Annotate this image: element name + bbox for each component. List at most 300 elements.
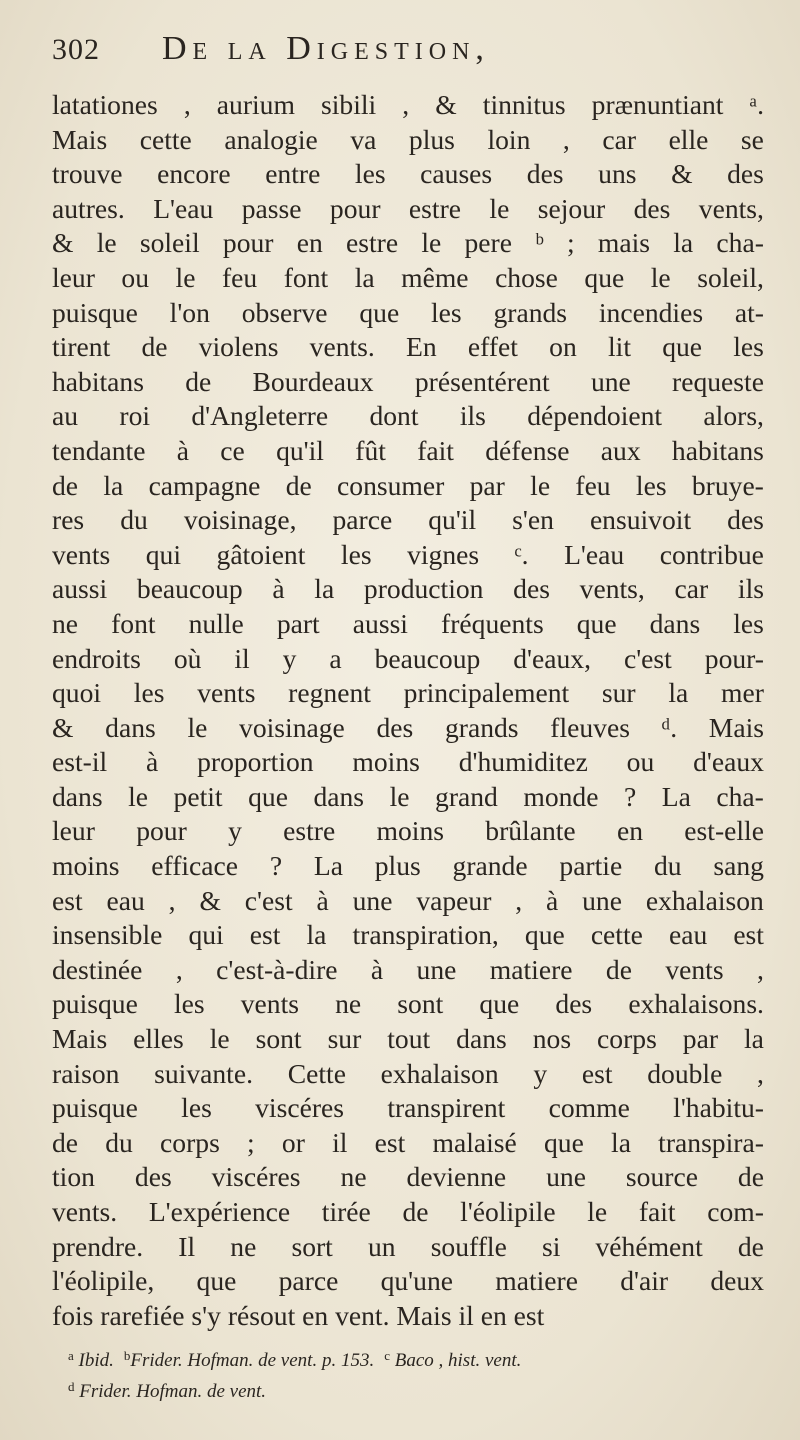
- text-line: [52, 192, 764, 227]
- word: ensuivoit: [589, 504, 692, 536]
- word: uns: [598, 158, 637, 190]
- word: d'Angleterre: [191, 400, 329, 432]
- word: ?: [623, 780, 637, 812]
- text-line: [52, 1264, 764, 1299]
- text-line: [52, 745, 764, 780]
- word: causes: [420, 158, 493, 190]
- text-line: [52, 711, 764, 746]
- word: le: [187, 711, 208, 743]
- text-line: [52, 849, 764, 884]
- word: sur: [601, 677, 636, 709]
- word: de: [52, 469, 79, 501]
- word: gâtoient: [216, 538, 306, 570]
- word: véhément: [595, 1230, 703, 1262]
- word: dont: [369, 400, 419, 432]
- word: les: [340, 538, 372, 570]
- word: sang: [713, 850, 764, 882]
- word: pour: [329, 192, 381, 224]
- word: cette: [139, 123, 192, 155]
- running-title: De la Digestion,: [162, 30, 490, 67]
- word: qu'une: [380, 1265, 453, 1297]
- word: fait: [638, 1196, 676, 1227]
- word: Mais: [52, 123, 108, 155]
- word: matiere: [495, 1265, 578, 1297]
- word: aux: [600, 434, 641, 466]
- word: les: [354, 158, 386, 190]
- text-line: [52, 814, 764, 849]
- word: comme: [548, 1092, 630, 1124]
- word: monde: [523, 780, 599, 812]
- word: La: [661, 780, 691, 812]
- word: soleil,: [697, 261, 764, 293]
- text-line: [52, 1022, 764, 1057]
- word: que: [584, 261, 625, 293]
- word: à: [176, 434, 189, 466]
- word: la: [611, 1126, 631, 1158]
- word: du: [654, 850, 682, 882]
- word: la: [744, 1023, 764, 1055]
- word: il: [332, 1126, 348, 1158]
- text-line: [52, 1057, 764, 1092]
- word: raison: [52, 1057, 120, 1089]
- word: de: [52, 1126, 79, 1158]
- word: ne: [335, 988, 362, 1020]
- word: fait: [417, 434, 454, 466]
- word: tirent: [52, 331, 111, 363]
- word: si: [541, 1230, 561, 1262]
- word: de: [737, 1161, 764, 1193]
- word: la: [354, 261, 375, 293]
- word: insensible: [52, 919, 163, 951]
- word: une: [546, 1161, 586, 1193]
- word: malaisé: [432, 1126, 517, 1158]
- text-line: [52, 1160, 764, 1195]
- word: les: [733, 331, 764, 363]
- word: qui: [145, 538, 182, 570]
- word: que: [524, 919, 565, 951]
- word: où: [173, 642, 202, 674]
- word: &: [671, 158, 693, 190]
- word: l'on: [169, 296, 210, 328]
- word: viscéres: [255, 1092, 344, 1124]
- word: souffle: [430, 1230, 507, 1262]
- word: grand: [435, 780, 498, 812]
- word: les: [635, 469, 667, 501]
- word: ils: [459, 400, 486, 432]
- word: les: [133, 677, 165, 709]
- text-line: fois rarefiée s'y résout en vent. Mais il en est: [52, 1299, 545, 1331]
- word: la: [314, 573, 335, 605]
- word: ,: [515, 884, 523, 916]
- word: que: [576, 607, 617, 639]
- word: fût: [355, 434, 386, 466]
- word: elle: [668, 123, 709, 155]
- word: c'est-à-dire: [216, 953, 338, 985]
- word: d'eaux,: [513, 642, 592, 674]
- footnote-text: Frider. Hofman. de vent. p. 153.: [130, 1350, 375, 1372]
- word: puisque: [52, 1092, 138, 1124]
- word: incendies: [598, 296, 704, 328]
- word: viscéres: [211, 1161, 301, 1193]
- word: d'air: [620, 1265, 669, 1297]
- word: production: [363, 573, 484, 605]
- word: le: [209, 1023, 230, 1055]
- text-line: [52, 434, 764, 469]
- word: de: [185, 365, 212, 397]
- footnote-text: Frider. Hofman. de vent.: [79, 1381, 267, 1403]
- word: aussi: [352, 607, 408, 639]
- word: estre: [408, 192, 462, 224]
- word: deux: [710, 1265, 764, 1297]
- word: du: [105, 1126, 133, 1158]
- word: qu'il: [428, 504, 477, 536]
- word: res: [52, 504, 85, 536]
- word: que: [248, 780, 288, 812]
- word: leur: [52, 815, 95, 847]
- word: les: [431, 296, 462, 328]
- word: dans: [105, 711, 156, 743]
- word: Il: [178, 1230, 196, 1262]
- word: tion: [52, 1161, 95, 1193]
- word: Mais: [52, 1023, 108, 1055]
- word: leur: [52, 261, 95, 293]
- text-line: [52, 572, 764, 607]
- word: au: [52, 400, 79, 432]
- word: ?: [269, 850, 283, 882]
- word: ce: [220, 434, 245, 466]
- page-number: 302: [52, 33, 100, 66]
- body-text: [52, 88, 764, 1333]
- word: En: [406, 331, 437, 363]
- text-line: [52, 1091, 764, 1126]
- word: une: [582, 884, 622, 916]
- word: est: [249, 919, 281, 951]
- word: sejour: [537, 192, 606, 224]
- word: qui: [188, 919, 224, 951]
- word: ;: [247, 1126, 255, 1158]
- word: parce: [332, 504, 393, 536]
- word: transpirent: [387, 1092, 506, 1124]
- word: effet: [467, 331, 518, 363]
- word: des: [555, 988, 593, 1020]
- word: L'eau: [564, 538, 625, 570]
- word: qu'il: [276, 434, 324, 466]
- word: transpiration,: [352, 919, 499, 951]
- word: corps: [597, 1023, 657, 1055]
- footnote-text: Baco , hist. vent.: [394, 1350, 522, 1372]
- word: le: [650, 261, 671, 293]
- word: vents.: [52, 1196, 118, 1227]
- footnotes: [52, 1343, 764, 1405]
- word: du: [120, 504, 148, 536]
- word: y: [533, 1057, 548, 1089]
- word: vents.: [309, 331, 375, 363]
- word: estre: [283, 815, 336, 847]
- word: dans: [52, 780, 103, 812]
- word: prænuntiant: [591, 89, 724, 120]
- word: suivante.: [154, 1057, 253, 1089]
- word: c'est: [244, 884, 293, 916]
- word: y: [282, 642, 297, 674]
- word: trouve: [52, 158, 123, 190]
- word: sibili: [321, 89, 377, 120]
- word: consumer: [337, 469, 445, 501]
- word: d'eaux: [693, 746, 764, 778]
- word: elles: [133, 1023, 184, 1055]
- word: le: [96, 227, 117, 259]
- word: que: [196, 1265, 237, 1297]
- word: en: [296, 227, 323, 259]
- word: &: [435, 89, 457, 120]
- word: voisinage,: [183, 504, 297, 536]
- word: par: [682, 1023, 719, 1055]
- word: feu: [221, 261, 258, 293]
- word: est-elle: [684, 815, 764, 847]
- word: cha-: [716, 227, 764, 259]
- word: à: [316, 884, 329, 916]
- word: devienne: [406, 1161, 507, 1193]
- word: sont: [397, 988, 444, 1020]
- word: le: [175, 261, 196, 293]
- word: présentérent: [414, 365, 550, 397]
- word: mais: [597, 227, 651, 259]
- word: analogie: [224, 123, 318, 155]
- word: source: [625, 1161, 698, 1193]
- word: les: [173, 988, 205, 1020]
- text-line: [52, 676, 764, 711]
- word: plus: [374, 850, 421, 882]
- word: dépendoient: [527, 400, 663, 432]
- word: efficace: [151, 850, 239, 882]
- footnote-marker: a: [68, 1348, 74, 1364]
- word: des: [727, 504, 764, 536]
- word: ,: [757, 1057, 764, 1089]
- word: L'eau: [153, 192, 214, 224]
- word: de: [285, 469, 312, 501]
- word: cha-: [716, 780, 764, 812]
- word: la: [668, 677, 689, 709]
- word: ou: [626, 746, 655, 778]
- word: vents,: [579, 573, 645, 605]
- page-header: [52, 30, 764, 82]
- word: que: [359, 296, 400, 328]
- text-line: [52, 953, 764, 988]
- word: la: [103, 469, 124, 501]
- word: même: [401, 261, 469, 293]
- text-line: [52, 330, 764, 365]
- word: se: [740, 123, 764, 155]
- word: l'habitu-: [673, 1092, 764, 1124]
- text-line: [52, 538, 764, 573]
- word: vents: [240, 988, 299, 1020]
- word: regnent: [288, 677, 371, 709]
- word: y: [228, 815, 242, 847]
- word: entre: [265, 158, 321, 190]
- word: partie: [559, 850, 623, 882]
- word: vents,: [698, 192, 764, 224]
- word: exhalaisons.: [628, 988, 764, 1020]
- word: une: [352, 884, 393, 916]
- footnote-marker: b: [123, 1348, 131, 1364]
- word: ou: [121, 261, 150, 293]
- word: brûlante: [485, 815, 576, 847]
- word: ,: [183, 89, 191, 120]
- word: l'éolipile,: [52, 1265, 155, 1297]
- word: quoi: [52, 677, 102, 709]
- word: exhalaison: [645, 884, 764, 916]
- footnote-text: Ibid.: [78, 1350, 114, 1372]
- word: La: [313, 850, 343, 882]
- word: ne: [340, 1161, 367, 1193]
- word: nulle: [188, 607, 244, 639]
- word: l'éolipile: [460, 1196, 556, 1227]
- word: corps: [160, 1126, 220, 1158]
- word: ;: [566, 227, 575, 259]
- word: c'est: [623, 642, 672, 674]
- word: font: [283, 261, 329, 293]
- text-line: [52, 1195, 764, 1230]
- word: est: [52, 884, 83, 916]
- word: s'en: [512, 504, 554, 536]
- word: at-: [734, 296, 764, 328]
- word: car: [674, 573, 709, 605]
- word: ᵈ.: [661, 711, 678, 743]
- text-line: [52, 469, 764, 504]
- word: le: [389, 780, 410, 812]
- word: requeste: [672, 365, 764, 397]
- word: défense: [485, 434, 570, 466]
- word: eau: [106, 884, 145, 916]
- word: à: [370, 953, 384, 985]
- word: est-il: [52, 746, 108, 778]
- text-line: [52, 399, 764, 434]
- word: ,: [562, 123, 570, 155]
- word: dans: [456, 1023, 507, 1055]
- word: est: [581, 1057, 613, 1089]
- word: roi: [119, 400, 151, 432]
- word: en: [616, 815, 644, 847]
- word: Mais: [708, 711, 764, 743]
- word: fleuves: [550, 711, 630, 743]
- word: de: [402, 1196, 429, 1227]
- word: est: [374, 1126, 406, 1158]
- word: d'humiditez: [458, 746, 588, 778]
- word: &: [199, 884, 221, 916]
- word: soleil: [139, 227, 200, 259]
- word: puisque: [52, 988, 138, 1020]
- word: les: [181, 1092, 212, 1124]
- word: latationes: [52, 89, 158, 120]
- word: ᵇ: [535, 227, 544, 259]
- word: puisque: [52, 296, 138, 328]
- word: vignes: [407, 538, 480, 570]
- word: pour: [222, 227, 274, 259]
- word: part: [276, 607, 320, 639]
- word: des: [513, 573, 550, 605]
- word: feu: [575, 469, 611, 501]
- word: vents: [52, 538, 111, 570]
- text-line: [52, 503, 764, 538]
- text-line: [52, 296, 764, 331]
- text-line: [52, 261, 764, 296]
- word: double: [647, 1057, 723, 1089]
- footnote-marker: d: [68, 1379, 75, 1395]
- word: parce: [278, 1265, 339, 1297]
- word: campagne: [148, 469, 261, 501]
- word: le: [421, 227, 442, 259]
- word: le: [530, 469, 551, 501]
- word: endroits: [52, 642, 141, 674]
- word: eau: [668, 919, 708, 951]
- word: destinée: [52, 953, 143, 985]
- word: grands: [493, 296, 568, 328]
- text-line: [52, 642, 764, 677]
- word: moins: [376, 815, 444, 847]
- word: voisinage: [239, 711, 345, 743]
- footnote-marker: c: [384, 1348, 390, 1364]
- word: lit: [607, 331, 631, 363]
- word: bruye-: [691, 469, 764, 501]
- word: que: [662, 331, 703, 363]
- word: proportion: [197, 746, 314, 778]
- word: chose: [495, 261, 558, 293]
- word: sont: [255, 1023, 302, 1055]
- footnote-line: [68, 1374, 764, 1405]
- word: la: [306, 919, 327, 951]
- word: Bourdeaux: [252, 365, 374, 397]
- word: par: [469, 469, 505, 501]
- word: le: [587, 1196, 608, 1227]
- word: que: [544, 1126, 584, 1158]
- footnote-line: [68, 1343, 764, 1374]
- word: de: [605, 953, 632, 985]
- word: de: [737, 1230, 764, 1262]
- text-line: [52, 987, 764, 1022]
- word: des: [376, 711, 414, 743]
- word: grande: [452, 850, 528, 882]
- word: matiere: [489, 953, 573, 985]
- text-line: [52, 607, 764, 642]
- word: moins: [352, 746, 420, 778]
- word: des: [633, 192, 671, 224]
- word: observe: [241, 296, 328, 328]
- word: des: [727, 158, 764, 190]
- word: est: [733, 919, 764, 951]
- word: com-: [707, 1196, 764, 1227]
- word: ,: [402, 89, 410, 120]
- word: de: [141, 331, 168, 363]
- text-line: [52, 365, 764, 400]
- word: &: [52, 227, 74, 259]
- word: à: [272, 573, 285, 605]
- text-line: [52, 123, 764, 158]
- word: loin: [487, 123, 531, 155]
- word: pour-: [704, 642, 764, 674]
- word: il: [234, 642, 250, 674]
- word: dans: [313, 780, 365, 812]
- word: petit: [173, 780, 223, 812]
- word: ne: [230, 1230, 257, 1262]
- text-line: [52, 918, 764, 953]
- word: des: [134, 1161, 172, 1193]
- word: ,: [168, 884, 176, 916]
- word: aurium: [216, 89, 295, 120]
- word: ils: [737, 573, 764, 605]
- text-line: [52, 88, 764, 123]
- word: pour: [136, 815, 187, 847]
- text-line: [52, 884, 764, 919]
- word: plus: [408, 123, 455, 155]
